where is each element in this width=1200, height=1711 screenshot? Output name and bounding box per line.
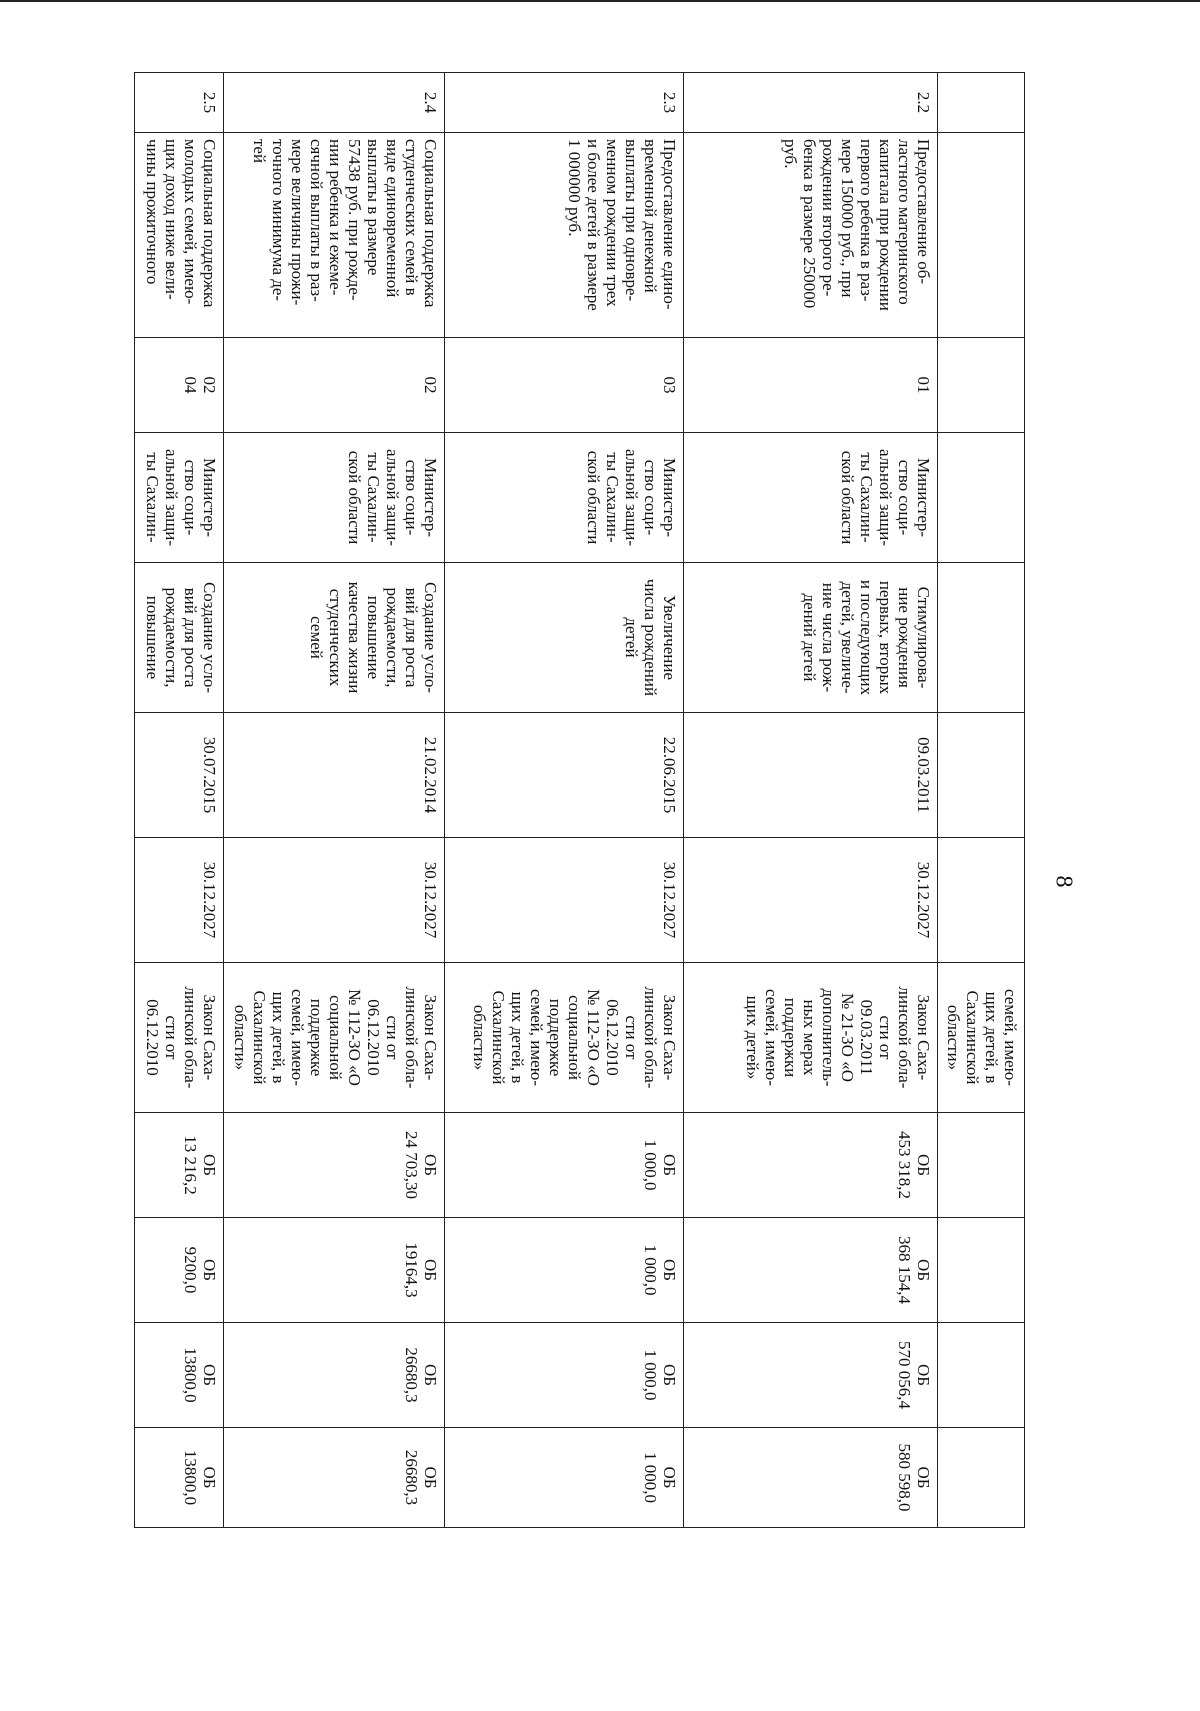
cell-v4: ОБ 13800,0 bbox=[135, 1428, 224, 1528]
cell-v3: ОБ 1 000,0 bbox=[445, 1323, 684, 1428]
cell-num: 2.4 bbox=[224, 73, 445, 133]
cell-v3: ОБ 26680,3 bbox=[224, 1323, 445, 1428]
cell-v1: ОБ 453 318,2 bbox=[684, 1113, 938, 1218]
cell-v1: ОБ 24 703,30 bbox=[224, 1113, 445, 1218]
cell-start: 21.02.2014 bbox=[224, 713, 445, 838]
cell-v2: ОБ 1 000,0 bbox=[445, 1218, 684, 1323]
cell-executor: Министер- ство соци- альной защи- ты Сахалин- ской области bbox=[445, 433, 684, 563]
cell-code: 03 bbox=[445, 338, 684, 433]
cell-code: 02 04 bbox=[135, 338, 224, 433]
document-table-wrapper bbox=[143, 72, 1025, 1527]
cell-name bbox=[938, 133, 1025, 338]
cell-end: 30.12.2027 bbox=[135, 838, 224, 963]
cell-name: Социальная поддержка молодых семей, имею- щих доход ниже вели- чины прожиточного bbox=[135, 133, 224, 338]
cell-law: Закон Саха- линской обла- сти от 06.12.2010 bbox=[135, 963, 224, 1113]
cell-code: 01 bbox=[684, 338, 938, 433]
table-row bbox=[135, 73, 224, 1528]
cell-executor: Министер- ство соци- альной защи- ты Сахалин- ской области bbox=[224, 433, 445, 563]
cell-start bbox=[938, 713, 1025, 838]
cell-end: 30.12.2027 bbox=[224, 838, 445, 963]
cell-v2: ОБ 19164,3 bbox=[224, 1218, 445, 1323]
table-row bbox=[445, 73, 684, 1528]
cell-goal: Создание усло- вий для роста рождаемости, повышение bbox=[135, 563, 224, 713]
cell-start: 30.07.2015 bbox=[135, 713, 224, 838]
cell-v4: ОБ 26680,3 bbox=[224, 1428, 445, 1528]
cell-num: 2.2 bbox=[684, 73, 938, 133]
top-border-line bbox=[0, 0, 1200, 2]
cell-name: Предоставление едино- временной денежной выплаты при одновре- менном рождении трех и более детей в размере 1 000000 руб. bbox=[445, 133, 684, 338]
cell-v2 bbox=[938, 1218, 1025, 1323]
cell-v1 bbox=[938, 1113, 1025, 1218]
cell-v2: ОБ 368 154,4 bbox=[684, 1218, 938, 1323]
cell-end: 30.12.2027 bbox=[445, 838, 684, 963]
cell-v3 bbox=[938, 1323, 1025, 1428]
cell-code bbox=[938, 338, 1025, 433]
cell-v2: ОБ 9200,0 bbox=[135, 1218, 224, 1323]
cell-executor: Министер- ство соци- альной защи- ты Сахалин- ской области bbox=[684, 433, 938, 563]
cell-v4: ОБ 580 598,0 bbox=[684, 1428, 938, 1528]
cell-law: Закон Саха- линской обла- сти от 06.12.2010 № 112-ЗО «О социальной поддержке семей, имею- щих детей, в Сахалинской области» bbox=[224, 963, 445, 1113]
cell-v1: ОБ 1 000,0 bbox=[445, 1113, 684, 1218]
cell-v3: ОБ 13800,0 bbox=[135, 1323, 224, 1428]
cell-end bbox=[938, 838, 1025, 963]
cell-law: семей, имею- щих детей, в Сахалинской области» bbox=[938, 963, 1025, 1113]
cell-goal: Создание усло- вий для роста рождаемости, повышение качества жизни студенческих семей bbox=[224, 563, 445, 713]
program-table bbox=[134, 72, 1025, 1528]
cell-law: Закон Саха- линской обла- сти от 09.03.2011 № 21-ЗО «О дополнитель- ных мерах поддержки семей, имею- щих детей» bbox=[684, 963, 938, 1113]
cell-name: Социальная поддержка студенческих семей в виде единовременной выплаты в размере 57438 руб. при рожде- нии ребенка и ежеме- сячной выплаты в раз- мере величины прожи- точного минимума де- тей bbox=[224, 133, 445, 338]
cell-v4 bbox=[938, 1428, 1025, 1528]
cell-start: 09.03.2011 bbox=[684, 713, 938, 838]
table-row bbox=[938, 73, 1025, 1528]
cell-start: 22.06.2015 bbox=[445, 713, 684, 838]
cell-num bbox=[938, 73, 1025, 133]
cell-v4: ОБ 1 000,0 bbox=[445, 1428, 684, 1528]
table-row bbox=[224, 73, 445, 1528]
cell-goal bbox=[938, 563, 1025, 713]
cell-law: Закон Саха- линской обла- сти от 06.12.2010 № 112-ЗО «О социальной поддержке семей, имею- щих детей, в Сахалинской области» bbox=[445, 963, 684, 1113]
cell-code: 02 bbox=[224, 338, 445, 433]
cell-num: 2.3 bbox=[445, 73, 684, 133]
cell-num: 2.5 bbox=[135, 73, 224, 133]
cell-name: Предоставление об- ластного материнского капитала при рождении первого ребенка в раз- мере 150000 руб., при рождении второго ре- бенка в размере 250000 руб. bbox=[684, 133, 938, 338]
table-row bbox=[684, 73, 938, 1528]
cell-v3: ОБ 570 056,4 bbox=[684, 1323, 938, 1428]
cell-executor bbox=[938, 433, 1025, 563]
page-number: 8 bbox=[1050, 875, 1077, 888]
cell-executor: Министер- ство соци- альной защи- ты Сахалин- bbox=[135, 433, 224, 563]
cell-goal: Увеличение числа рождений детей bbox=[445, 563, 684, 713]
cell-end: 30.12.2027 bbox=[684, 838, 938, 963]
cell-goal: Стимулирова- ние рождения первых, вторых и последующих детей, увеличе- ние числа рож- дений детей bbox=[684, 563, 938, 713]
cell-v1: ОБ 13 216,2 bbox=[135, 1113, 224, 1218]
